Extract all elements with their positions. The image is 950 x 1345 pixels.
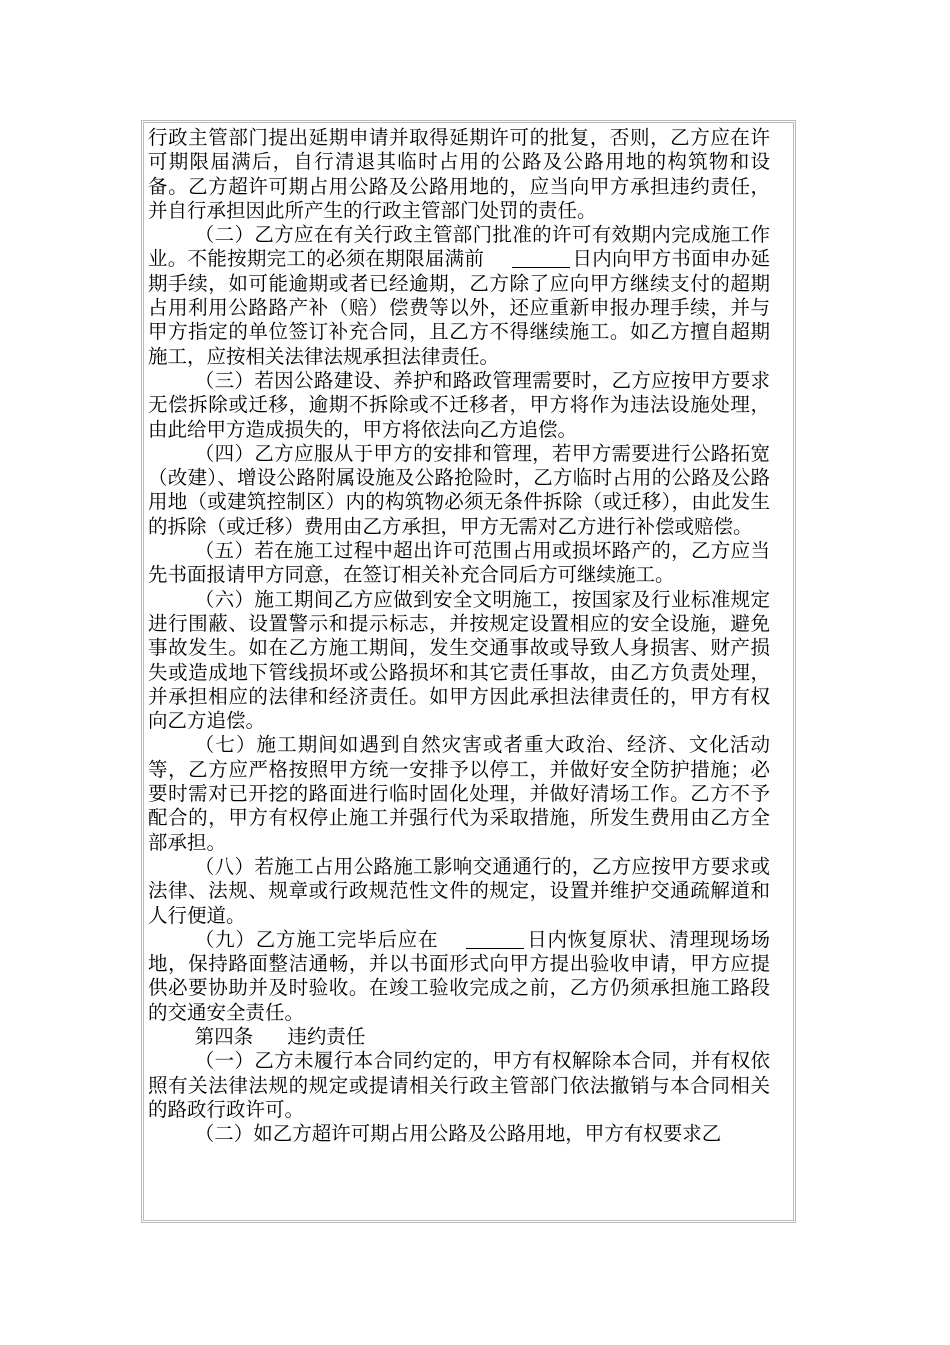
fill-in-blank-days[interactable] bbox=[512, 248, 570, 269]
paragraph-clause-6: （六）施工期间乙方应做到安全文明施工，按国家及行业标准规定进行围蔽、设置警示和提示标志，并按规定设置相应的安全设施，避免事故发生。如在乙方施工期间，发生交通事故或导致人身损害、财产损失或造成地下管线损坏或公路损坏和其它责任事故，由乙方负责处理，并承担相应的法律和经济责任。如甲方因此承担法律责任的，甲方有权向乙方追偿。 bbox=[148, 587, 770, 733]
article-title: 违约责任 bbox=[287, 1024, 366, 1048]
paragraph-clause-9 bbox=[148, 928, 770, 1025]
clause-2-text-before-blank: （二）乙方应在有关行政主管部门批准的许可有效期内完成施工作业。不能按期完工的必须在期限届满前 bbox=[148, 223, 770, 271]
paragraph-liability-2: （二）如乙方超许可期占用公路及公路用地，甲方有权要求乙 bbox=[194, 1122, 722, 1146]
document-frame bbox=[141, 120, 796, 1223]
paragraph-clause-4: （四）乙方应服从于甲方的安排和管理，若甲方需要进行公路拓宽（改建）、增设公路附属设施及公路抢险时，乙方临时占用的公路及公路用地（或建筑控制区）内的构筑物必须无条件拆除（或迁移），由此发生的拆除（或迁移）费用由乙方承担，甲方无需对乙方进行补偿或赔偿。 bbox=[148, 441, 770, 538]
article-number: 第四条 bbox=[194, 1024, 254, 1048]
paragraph-clause-5: （五）若在施工过程中超出许可范围占用或损坏路产的，乙方应当先书面报请甲方同意，在签订相关补充合同后方可继续施工。 bbox=[148, 539, 770, 587]
paragraph-clause-2 bbox=[148, 223, 770, 369]
document-body bbox=[148, 126, 770, 1146]
clause-2-text-after-blank: 日内向甲方书面申办延期手续，如可能逾期或者已经逾期，乙方除了应向甲方继续支付的超期占用利用公路路产补（赔）偿费等以外，还应重新申报办理手续，并与甲方指定的单位签订补充合同，且乙方不得继续施工。如乙方擅自超期施工，应按相关法律法规承担法律责任。 bbox=[148, 247, 770, 368]
paragraph-clause-8: （八）若施工占用公路施工影响交通通行的，乙方应按甲方要求或法律、法规、规章或行政规范性文件的规定，设置并维护交通疏解道和人行便道。 bbox=[148, 854, 770, 927]
paragraph-clause-3: （三）若因公路建设、养护和路政管理需要时，乙方应按甲方要求无偿拆除或迁移，逾期不拆除或不迁移者，甲方将作为违法设施处理，由此给甲方造成损失的，甲方将依法向乙方追偿。 bbox=[148, 368, 770, 441]
clause-9-text-before-blank: （九）乙方施工完毕后应在 bbox=[194, 927, 439, 951]
clause-9-text-after-blank: 日内恢复原状、清理现场场地，保持路面整洁通畅，并以书面形式向甲方提出验收申请，甲方应提供必要协助并及时验收。在竣工验收完成之前，乙方仍须承担施工路段的交通安全责任。 bbox=[148, 927, 770, 1024]
paragraph-clause-7: （七）施工期间如遇到自然灾害或者重大政治、经济、文化活动等，乙方应严格按照甲方统一安排予以停工，并做好安全防护措施；必要时需对已开挖的路面进行临时固化处理，并做好清场工作。乙方不予配合的，甲方有权停止施工并强行代为采取措施，所发生费用由乙方全部承担。 bbox=[148, 733, 770, 854]
paragraph-continuation: 行政主管部门提出延期申请并取得延期许可的批复，否则，乙方应在许可期限届满后，自行清退其临时占用的公路及公路用地的构筑物和设备。乙方超许可期占用公路及公路用地的，应当向甲方承担违约责任，并自行承担因此所产生的行政主管部门处罚的责任。 bbox=[148, 126, 770, 222]
paragraph-liability-1: （一）乙方未履行本合同约定的，甲方有权解除本合同，并有权依照有关法律法规的规定或提请相关行政主管部门依法撤销与本合同相关的路政行政许可。 bbox=[148, 1049, 770, 1121]
fill-in-blank-restore-days[interactable] bbox=[466, 928, 524, 949]
article-heading bbox=[148, 1025, 770, 1049]
